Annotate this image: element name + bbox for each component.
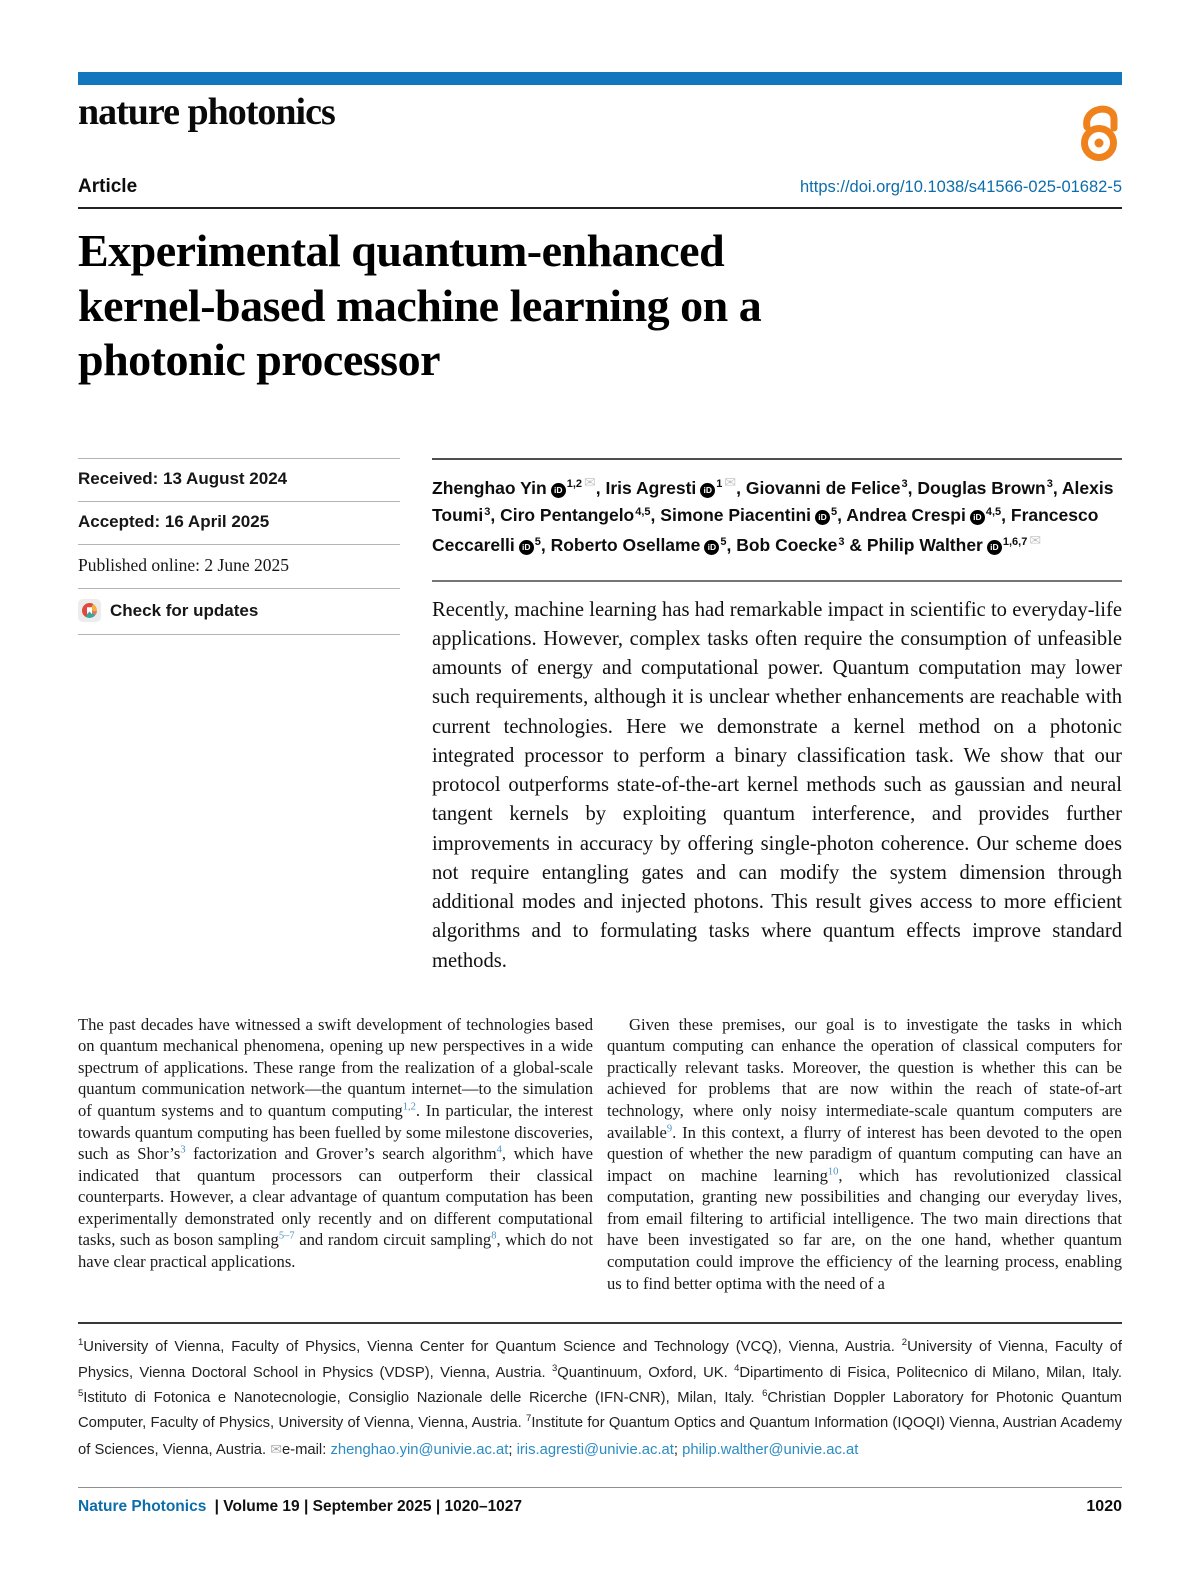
citation-reference[interactable]: 8 bbox=[491, 1230, 497, 1242]
body-text-segment: . In this context, a flurry of interest has been devoted to the open question of whether the new paradigm of quantum computing can have an impact on machine learning bbox=[607, 1122, 1122, 1185]
affiliation-text: Christian Doppler Laboratory for Photonic Quantum Computer, Faculty of Physics, University of Vienna, Vienna, Austria. bbox=[78, 1389, 1123, 1432]
page-title bbox=[78, 224, 1122, 388]
envelope-icon: ✉ bbox=[270, 1440, 282, 1457]
author bbox=[917, 478, 1062, 498]
author-name[interactable]: Zhenghao Yin bbox=[432, 478, 547, 499]
affiliation-superscript: 5 bbox=[720, 535, 727, 548]
orcid-icon[interactable]: iD bbox=[519, 540, 534, 555]
body-text-segment: and random circuit sampling bbox=[294, 1230, 492, 1250]
email-link[interactable]: philip.walther@univie.ac.at bbox=[682, 1441, 859, 1458]
affiliation-text: Istituto di Fotonica e Nanotecnologie, Consiglio Nazionale delle Ricerche (IFN-CNR), Milan, Italy. bbox=[83, 1389, 763, 1406]
affiliation-text: Dipartimento di Fisica, Politecnico di Milano, Milan, Italy. bbox=[739, 1364, 1122, 1381]
author-separator: , bbox=[726, 535, 737, 556]
body-text-segment: . In particular, the interest towards quantum computing has been fuelled by some milestone discoveries, such as Shor’s bbox=[78, 1101, 594, 1164]
page-footer bbox=[78, 1487, 1122, 1516]
author-list bbox=[432, 458, 1122, 560]
email-link[interactable]: iris.agresti@univie.ac.at bbox=[516, 1441, 674, 1458]
affiliation-superscript: 4,5 bbox=[635, 505, 651, 518]
author-name[interactable]: Philip Walther bbox=[866, 535, 983, 556]
author-separator: , bbox=[1052, 478, 1062, 499]
received-date: Received: 13 August 2024 bbox=[78, 458, 400, 501]
check-for-updates-button[interactable] bbox=[78, 588, 400, 635]
corresponding-email-icon[interactable]: ✉ bbox=[724, 474, 737, 491]
email-separator: ; bbox=[673, 1441, 683, 1458]
author-name[interactable]: Alexis Toumi bbox=[432, 478, 1114, 526]
author-name[interactable]: Simone Piacentini bbox=[660, 505, 812, 526]
title-line: kernel-based machine learning on a bbox=[78, 279, 762, 331]
published-date: Published online: 2 June 2025 bbox=[78, 544, 400, 588]
affiliation-superscript: 3 bbox=[1046, 478, 1053, 491]
citation-reference[interactable]: 3 bbox=[180, 1144, 186, 1156]
author bbox=[432, 474, 606, 499]
author-separator: , bbox=[1001, 505, 1011, 526]
orcid-icon[interactable]: iD bbox=[704, 540, 719, 555]
affiliation-superscript: 3 bbox=[901, 478, 908, 491]
author bbox=[551, 535, 737, 555]
author-separator: , bbox=[595, 478, 606, 499]
crossmark-icon bbox=[78, 599, 101, 622]
journal-logo: nature photonics bbox=[78, 91, 335, 133]
affiliation-number: 7 bbox=[526, 1413, 532, 1425]
author-name[interactable]: Francesco Ceccarelli bbox=[432, 505, 1099, 556]
affiliation-superscript: 3 bbox=[484, 505, 491, 518]
accepted-date: Accepted: 16 April 2025 bbox=[78, 501, 400, 544]
affiliation-number: 4 bbox=[734, 1362, 740, 1374]
author-name[interactable]: Roberto Osellame bbox=[550, 535, 701, 556]
author-separator: , bbox=[837, 505, 847, 526]
affiliation-superscript: 1 bbox=[716, 478, 723, 491]
article-meta-sidebar bbox=[78, 458, 400, 976]
author bbox=[660, 505, 846, 525]
author bbox=[605, 474, 746, 499]
email-separator: ; bbox=[508, 1441, 517, 1458]
journal-link[interactable]: Nature Photonics bbox=[78, 1498, 207, 1516]
email-label: e-mail: bbox=[281, 1441, 331, 1458]
orcid-icon[interactable]: iD bbox=[987, 540, 1002, 555]
author-separator: , bbox=[736, 478, 746, 499]
citation-reference[interactable]: 10 bbox=[827, 1166, 839, 1178]
author-separator: , bbox=[907, 478, 918, 499]
brand-bar bbox=[78, 72, 1122, 85]
author-name[interactable]: Douglas Brown bbox=[917, 478, 1046, 499]
body-text-segment: factorization and Grover’s search algorithm bbox=[185, 1144, 497, 1164]
affiliation-text: University of Vienna, Faculty of Physics, Vienna Doctoral School in Physics (VDSP), Vienna, Austria. bbox=[78, 1339, 1122, 1381]
title-line: photonic processor bbox=[78, 334, 440, 386]
author-name[interactable]: Ciro Pentangelo bbox=[500, 505, 635, 526]
body-column-right bbox=[607, 1014, 1122, 1294]
check-for-updates-label: Check for updates bbox=[110, 600, 259, 620]
affiliation-number: 1 bbox=[78, 1337, 84, 1349]
corresponding-email-icon[interactable]: ✉ bbox=[584, 474, 596, 491]
masthead bbox=[78, 90, 1122, 134]
author-name[interactable]: Bob Coecke bbox=[736, 535, 838, 556]
orcid-icon[interactable]: iD bbox=[700, 483, 715, 498]
author-separator: , bbox=[540, 535, 551, 556]
orcid-icon[interactable]: iD bbox=[970, 510, 985, 525]
title-line: Experimental quantum-enhanced bbox=[78, 225, 725, 276]
citation-reference[interactable]: 5–7 bbox=[278, 1230, 295, 1242]
affiliation-text: Quantinuum, Oxford, UK. bbox=[557, 1364, 735, 1381]
abstract-text: Recently, machine learning has had remarkable impact in scientific to everyday-life applications. However, complex tasks often require the consumption of unfeasible amounts of energy and computational power. Quantum computation may lower such requirements, although it is unclear whether enhancements are reachable with current technologies. Here we demonstrate a kernel method on a photonic integrated processor to perform a binary classification task. We show that our protocol outperforms state-of-the-art kernel methods such as gaussian and neural tangent kernels by exploiting quantum interference, and provides further improvements in accuracy by offering single-photon coherence. Our scheme does not require entangling gates and can modify the system dimension through additional modes and injected photons. This result gives access to more efficient algorithms and to formulating tasks where quantum effects improve standard methods. bbox=[432, 580, 1122, 976]
affiliation-number: 6 bbox=[762, 1388, 768, 1400]
corresponding-email-icon[interactable]: ✉ bbox=[1029, 531, 1042, 548]
body-text-segment: The past decades have witnessed a swift development of technologies based on quantum mechanical phenomena, opening up new perspectives in a wide spectrum of applications. These range from the realization of a global-scale quantum communication network—the quantum internet—to the simulation of quantum systems and to quantum computing bbox=[78, 1014, 593, 1121]
orcid-icon[interactable]: iD bbox=[815, 510, 830, 525]
author-name[interactable]: Giovanni de Felice bbox=[745, 478, 901, 499]
doi-link[interactable]: https://doi.org/10.1038/s41566-025-01682-5 bbox=[800, 178, 1122, 196]
affiliation-superscript: 5 bbox=[534, 535, 541, 548]
author-name[interactable]: Andrea Crespi bbox=[846, 505, 966, 526]
article-header-row bbox=[78, 176, 1122, 198]
body-text-segment: , which do not have clear practical applications. bbox=[78, 1230, 593, 1271]
citation-reference[interactable]: 9 bbox=[666, 1123, 673, 1135]
author bbox=[846, 505, 1011, 525]
article-type-label: Article bbox=[78, 176, 138, 197]
author-name[interactable]: Iris Agresti bbox=[605, 478, 697, 499]
body-text-segment: Given these premises, our goal is to investigate the tasks in which quantum computing can enhance the operation of classical computers for practically relevant tasks. Moreover, the question is whether this can be achieved for problems that are now within the reach of state-of-art technology, where only noisy intermediate-scale quantum computers are available bbox=[607, 1014, 1122, 1142]
issue-info: | Volume 19 | September 2025 | 1020–1027 bbox=[214, 1498, 523, 1516]
affiliation-superscript: 1,6,7 bbox=[1002, 535, 1028, 548]
affiliation-text: University of Vienna, Faculty of Physics, Vienna Center for Quantum Science and Technology (VCQ), Vienna, Austria. bbox=[83, 1339, 902, 1356]
affiliation-number: 3 bbox=[551, 1362, 558, 1374]
body-column-left bbox=[78, 1014, 593, 1294]
body-text-segment: , which has revolutionized classical computation, granting new possibilities and changing our everyday lives, from email filtering to artificial intelligence. The two main directions that have been investigated so far are, on the one hand, whether quantum computation could improve the efficiency of the learning process, enabling us to find better optima with the need of a bbox=[607, 1165, 1122, 1293]
email-link[interactable]: zhenghao.yin@univie.ac.at bbox=[330, 1441, 509, 1458]
author bbox=[746, 478, 918, 498]
affiliations-footnote bbox=[78, 1322, 1122, 1463]
body-text bbox=[78, 1014, 1122, 1294]
author bbox=[500, 505, 660, 525]
body-text-segment: , which have indicated that quantum processors can outperform their classical counterparts. However, a clear advantage of quantum computation has been experimentally demonstrated only recently and on different computational tasks, such as boson sampling bbox=[78, 1144, 593, 1250]
affiliation-number: 5 bbox=[78, 1388, 84, 1400]
open-access-icon bbox=[1076, 100, 1122, 169]
affiliation-superscript: 1,2 bbox=[566, 478, 583, 491]
affiliation-text: Institute for Quantum Optics and Quantum Information (IQOQI) Vienna, Austrian Academy of Sciences, Vienna, Austria. bbox=[78, 1415, 1122, 1458]
author-separator: , bbox=[490, 505, 501, 526]
author-separator: , bbox=[650, 505, 661, 526]
affiliation-superscript: 5 bbox=[831, 505, 838, 518]
affiliation-number: 2 bbox=[901, 1337, 908, 1349]
author bbox=[736, 535, 867, 555]
header-divider bbox=[78, 207, 1122, 209]
page-number: 1020 bbox=[1086, 1498, 1122, 1516]
citation-reference[interactable]: 4 bbox=[496, 1144, 502, 1156]
author-separator: & bbox=[844, 535, 867, 556]
author bbox=[866, 531, 1042, 556]
citation-reference[interactable]: 1,2 bbox=[402, 1101, 416, 1113]
affiliation-superscript: 3 bbox=[838, 535, 845, 548]
affiliation-superscript: 4,5 bbox=[985, 505, 1002, 518]
orcid-icon[interactable]: iD bbox=[551, 483, 566, 498]
